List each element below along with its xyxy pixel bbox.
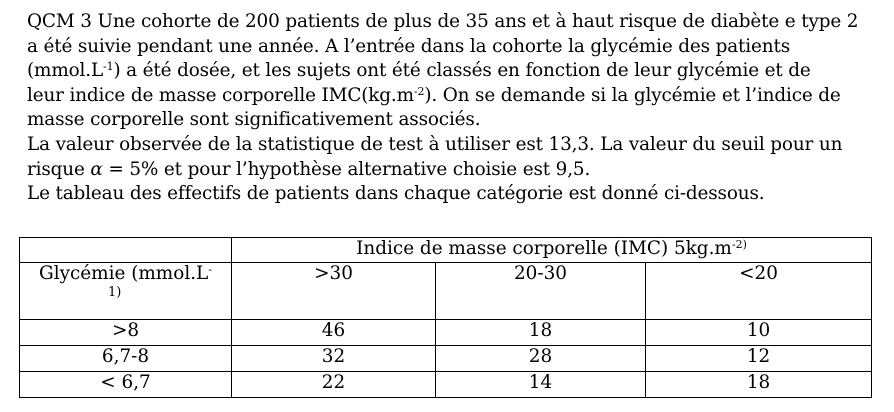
- question-line-risk: [27, 158, 887, 183]
- question-line: [27, 182, 887, 207]
- question-line: [27, 108, 887, 133]
- question-line-text: a été suivie pendant une année. A l’entrée dans la cohorte la glycémie des patients: [27, 35, 790, 57]
- table-subheader-row: [20, 263, 872, 320]
- column-header: 20-30: [436, 263, 646, 320]
- glycemie-header-text: Glycémie (mmol.L: [39, 263, 209, 284]
- contingency-table: [19, 237, 872, 398]
- table-cell: 12: [646, 346, 872, 372]
- risk-text: = 5% et pour l’hypothèse alternative choisie est 9,5.: [102, 158, 591, 180]
- table-row: [20, 346, 872, 372]
- table-cell: 18: [436, 320, 646, 346]
- glycemie-header-exponent-wrap: 1): [108, 285, 122, 300]
- table-row: [20, 320, 872, 346]
- question-line-text: (mmol.L: [27, 60, 104, 82]
- question-text: [27, 10, 887, 207]
- question-line: [27, 59, 887, 84]
- table-cell: 32: [232, 346, 436, 372]
- table-cell: 28: [436, 346, 646, 372]
- imc-header: [232, 238, 872, 263]
- risk-prefix: risque: [27, 158, 91, 180]
- question-line-text: QCM 3 Une cohorte de 200 patients de plus de 35 ans et à haut risque de diabète e type 2: [27, 11, 859, 32]
- question-line-text: ). On se demande si la glycémie et l’indice de: [424, 84, 841, 106]
- row-label: 6,7-8: [20, 346, 232, 372]
- question-line: [27, 133, 887, 158]
- row-label: < 6,7: [20, 372, 232, 398]
- table-cell: 18: [646, 372, 872, 398]
- question-line: [27, 35, 887, 60]
- imc-header-text: Indice de masse corporelle (IMC) 5kg.m: [356, 238, 732, 259]
- imc-header-exponent: -2): [731, 238, 747, 251]
- glycemie-header-exponent: -: [208, 263, 212, 276]
- column-header: <20: [646, 263, 872, 320]
- unit-exponent: -1: [103, 60, 114, 74]
- row-label: >8: [20, 320, 232, 346]
- empty-corner-cell: [20, 238, 232, 263]
- question-line-text: leur indice de masse corporelle IMC(kg.m: [27, 84, 414, 106]
- table-cell: 22: [232, 372, 436, 398]
- table-cell: 14: [436, 372, 646, 398]
- question-line-text: ) a été dosée, et les sujets ont été classés en fonction de leur glycémie et de: [113, 60, 811, 82]
- question-line: [27, 84, 887, 109]
- question-line-text: masse corporelle sont significativement associés.: [27, 109, 481, 131]
- question-line-text: La valeur observée de la statistique de test à utiliser est 13,3. La valeur du seuil pour un: [27, 133, 843, 155]
- column-header: >30: [232, 263, 436, 320]
- table-row: [20, 372, 872, 398]
- unit-exponent: -2: [413, 84, 425, 98]
- question-line-text: Le tableau des effectifs de patients dans chaque catégorie est donné ci-dessous.: [27, 183, 765, 205]
- question-line: [27, 10, 887, 35]
- table-header-row: [20, 238, 872, 263]
- table-cell: 46: [232, 320, 436, 346]
- table-cell: 10: [646, 320, 872, 346]
- glycemie-header: [20, 263, 232, 320]
- alpha-symbol: α: [90, 158, 103, 180]
